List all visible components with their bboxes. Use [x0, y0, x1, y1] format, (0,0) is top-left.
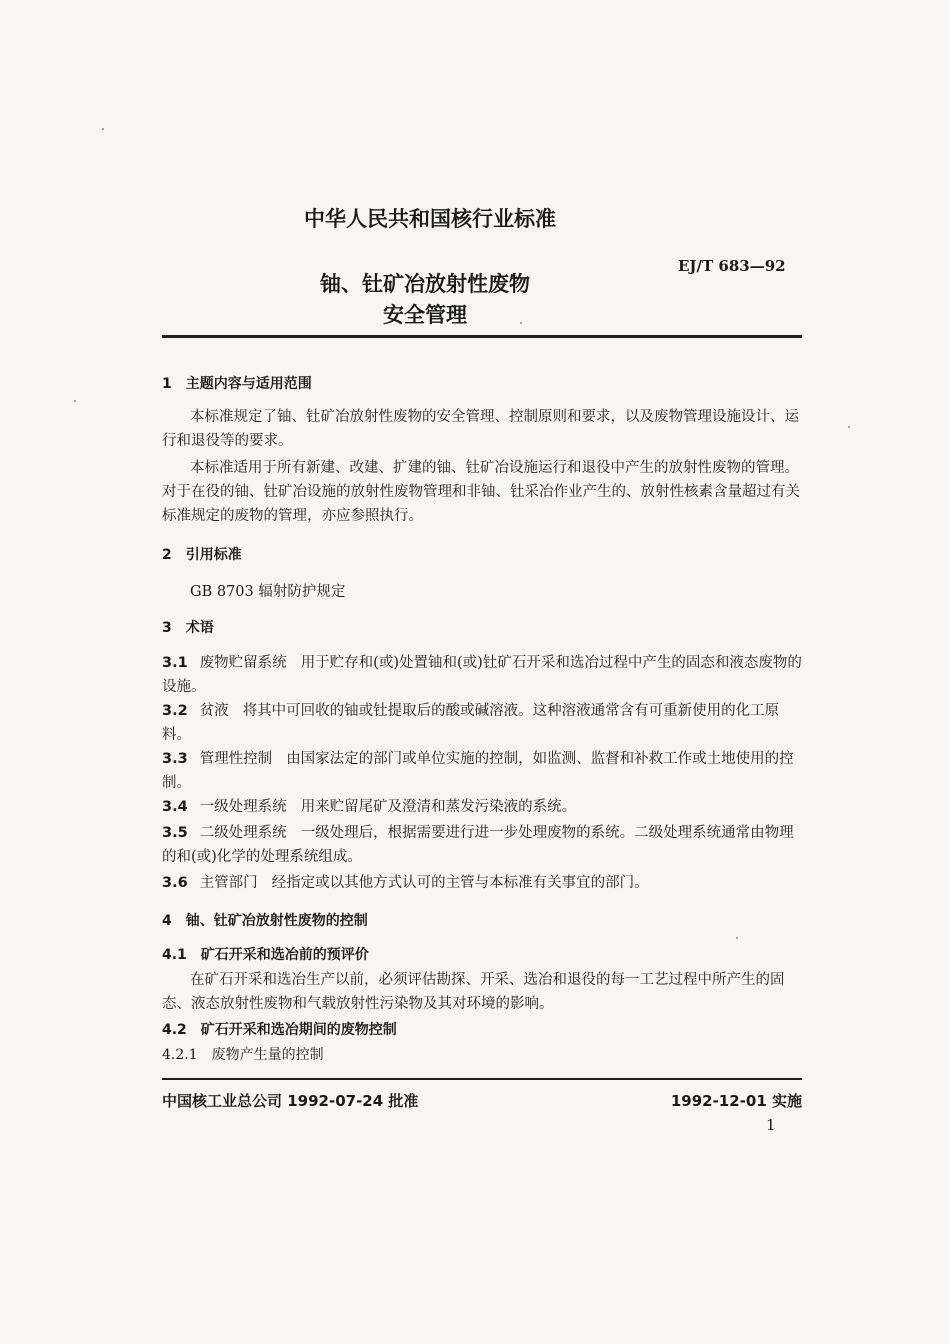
term-3-1	[162, 651, 802, 699]
footer-divider	[162, 1078, 802, 1080]
term-name: 主管部门	[199, 875, 258, 891]
term-name: 管理性控制	[199, 751, 273, 767]
term-name: 二级处理系统	[199, 825, 287, 841]
scan-speck	[102, 128, 104, 130]
term-number: 3.3	[162, 751, 188, 767]
term-number: 3.6	[162, 875, 188, 891]
term-name: 一级处理系统	[199, 799, 287, 815]
approval-line: 中国核工业总公司 1992-07-24 批准	[162, 1092, 419, 1110]
term-definition: 用来贮留尾矿及澄清和蒸发污染液的系统。	[300, 799, 577, 815]
section-1-para-2: 本标准适用于所有新建、改建、扩建的铀、钍矿冶设施运行和退役中产生的放射性废物的管理。对于在役的铀、钍矿冶设施的放射性废物管理和非铀、钍采冶作业产生的、放射性核素含量超过有关标准规定的废物的管理，亦应参照执行。	[162, 460, 800, 524]
issuing-organization: 中华人民共和国核行业标准	[304, 207, 556, 231]
section-2-heading: 2 引用标准	[162, 547, 242, 563]
term-3-4	[162, 795, 802, 819]
section-4-2-1-heading: 4.2.1 废物产生量的控制	[162, 1047, 324, 1063]
term-3-2	[162, 699, 802, 747]
scan-speck	[848, 426, 850, 428]
term-number: 3.2	[162, 703, 188, 719]
reference-standard: GB 8703 辐射防护规定	[190, 584, 346, 600]
header-divider	[162, 335, 802, 338]
term-3-5	[162, 821, 802, 869]
page-number: 1	[766, 1116, 776, 1134]
term-definition: 一级处理后，根据需要进行进一步处理废物的系统。二级处理系统通常由物理的和(或)化学的处理系统组成。	[162, 825, 794, 865]
term-definition: 由国家法定的部门或单位实施的控制，如监测、监督和补救工作或土地使用的控制。	[162, 751, 794, 791]
section-4-2-heading: 4.2 矿石开采和选冶期间的废物控制	[162, 1022, 397, 1038]
term-number: 3.1	[162, 655, 188, 671]
section-1-para-1: 本标准规定了铀、钍矿冶放射性废物的安全管理、控制原则和要求，以及废物管理设施设计、运行和退役等的要求。	[162, 409, 799, 449]
scan-speck	[520, 322, 522, 324]
standard-code: EJ/T 683—92	[678, 257, 786, 275]
scan-speck	[736, 937, 738, 939]
section-3-heading: 3 术语	[162, 620, 214, 636]
term-number: 3.5	[162, 825, 188, 841]
term-number: 3.4	[162, 799, 188, 815]
section-4-1-para: 在矿石开采和选冶生产以前，必须评估勘探、开采、选冶和退役的每一工艺过程中所产生的固态、液态放射性废物和气载放射性污染物及其对环境的影响。	[162, 972, 785, 1012]
term-3-6	[162, 871, 802, 895]
term-definition: 经指定或以其他方式认可的主管与本标准有关事宜的部门。	[271, 875, 649, 891]
term-definition: 将其中可回收的铀或钍提取后的酸或碱溶液。这种溶液通常含有可重新使用的化工原料。	[162, 703, 780, 743]
section-4-heading: 4 铀、钍矿冶放射性废物的控制	[162, 913, 368, 929]
term-definition: 用于贮存和(或)处置铀和(或)钍矿石开采和选冶过程中产生的固态和液态废物的设施。	[162, 655, 802, 695]
term-3-3	[162, 747, 802, 795]
section-1-heading: 1 主题内容与适用范围	[162, 376, 312, 392]
document-title-line2: 安全管理	[383, 303, 467, 327]
term-name: 贫液	[199, 703, 229, 719]
scan-speck	[74, 400, 76, 402]
document-title-line1: 铀、钍矿冶放射性废物	[320, 272, 530, 296]
term-name: 废物贮留系统	[199, 655, 287, 671]
effective-date: 1992-12-01 实施	[670, 1092, 802, 1110]
section-4-1-heading: 4.1 矿石开采和选冶前的预评价	[162, 947, 369, 963]
